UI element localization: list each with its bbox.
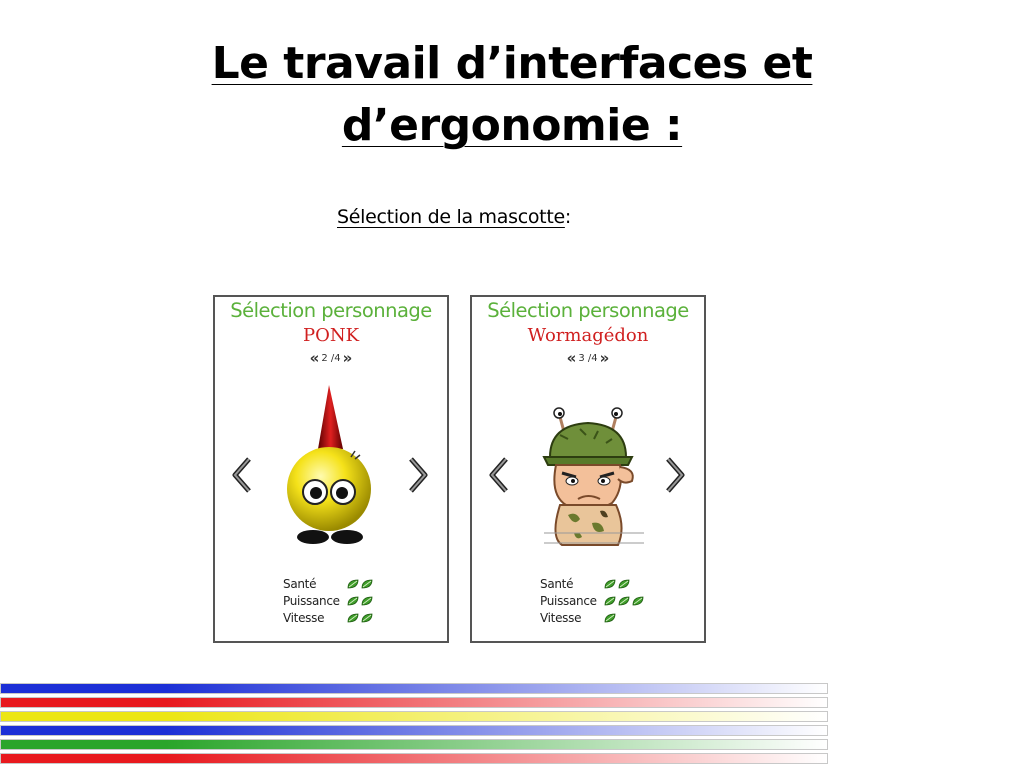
subtitle-text: Sélection de la mascotte [337,206,565,228]
card-heading: Sélection personnage [487,299,689,322]
stats-panel [283,577,443,628]
subtitle-colon: : [564,206,571,228]
slide-title [0,33,1024,157]
pager-prev-icon[interactable]: « [566,349,577,367]
stat-label: Puissance [283,594,340,608]
ponk-mascot-illustration [263,377,403,562]
character-card-ponk [213,295,449,643]
decorative-color-bars [0,683,828,767]
next-character-arrow-icon[interactable] [403,455,433,495]
stat-label: Santé [540,577,574,591]
stat-leaves [604,613,618,625]
leaf-icon [361,613,373,623]
prev-character-arrow-icon[interactable] [227,455,257,495]
leaf-icon [347,596,359,606]
stat-row-vitesse [540,611,700,628]
slide-title-line2: d’ergonomie : [341,100,683,151]
leaf-icon [618,579,630,589]
slide-title-line1: Le travail d’interfaces et [211,38,813,89]
pager-next-icon[interactable]: » [599,349,610,367]
pager-count: 3 /4 [578,352,598,364]
character-name: PONK [302,325,360,346]
pager-count: 2 /4 [321,352,341,364]
leaf-icon [604,596,616,606]
pager-next-icon[interactable]: » [342,349,353,367]
stat-row-sante [283,577,443,594]
color-bar-blue [0,725,828,736]
stat-leaves [604,579,632,591]
color-bar-blue [0,683,828,694]
stat-leaves [604,596,646,608]
leaf-icon [604,579,616,589]
leaf-icon [361,596,373,606]
pager [472,349,704,367]
stat-label: Vitesse [283,611,325,625]
stat-row-sante [540,577,700,594]
leaf-icon [347,613,359,623]
character-card-wormagedon [470,295,706,643]
character-name: Wormagédon [527,325,649,346]
leaf-icon [361,579,373,589]
color-bar-yellow [0,711,828,722]
stat-row-vitesse [283,611,443,628]
leaf-icon [632,596,644,606]
color-bar-red [0,753,828,764]
leaf-icon [604,613,616,623]
stat-leaves [347,579,375,591]
stat-label: Puissance [540,594,597,608]
prev-character-arrow-icon[interactable] [484,455,514,495]
stats-panel [540,577,700,628]
next-character-arrow-icon[interactable] [660,455,690,495]
stat-row-puissance [540,594,700,611]
stat-leaves [347,613,375,625]
stat-label: Santé [283,577,317,591]
pager-prev-icon[interactable]: « [309,349,320,367]
stat-leaves [347,596,375,608]
stat-row-puissance [283,594,443,611]
wormagedon-mascot-illustration [520,377,660,562]
card-heading: Sélection personnage [230,299,432,322]
subtitle [337,206,571,228]
stat-label: Vitesse [540,611,582,625]
leaf-icon [618,596,630,606]
color-bar-red [0,697,828,708]
leaf-icon [347,579,359,589]
pager [215,349,447,367]
color-bar-green [0,739,828,750]
